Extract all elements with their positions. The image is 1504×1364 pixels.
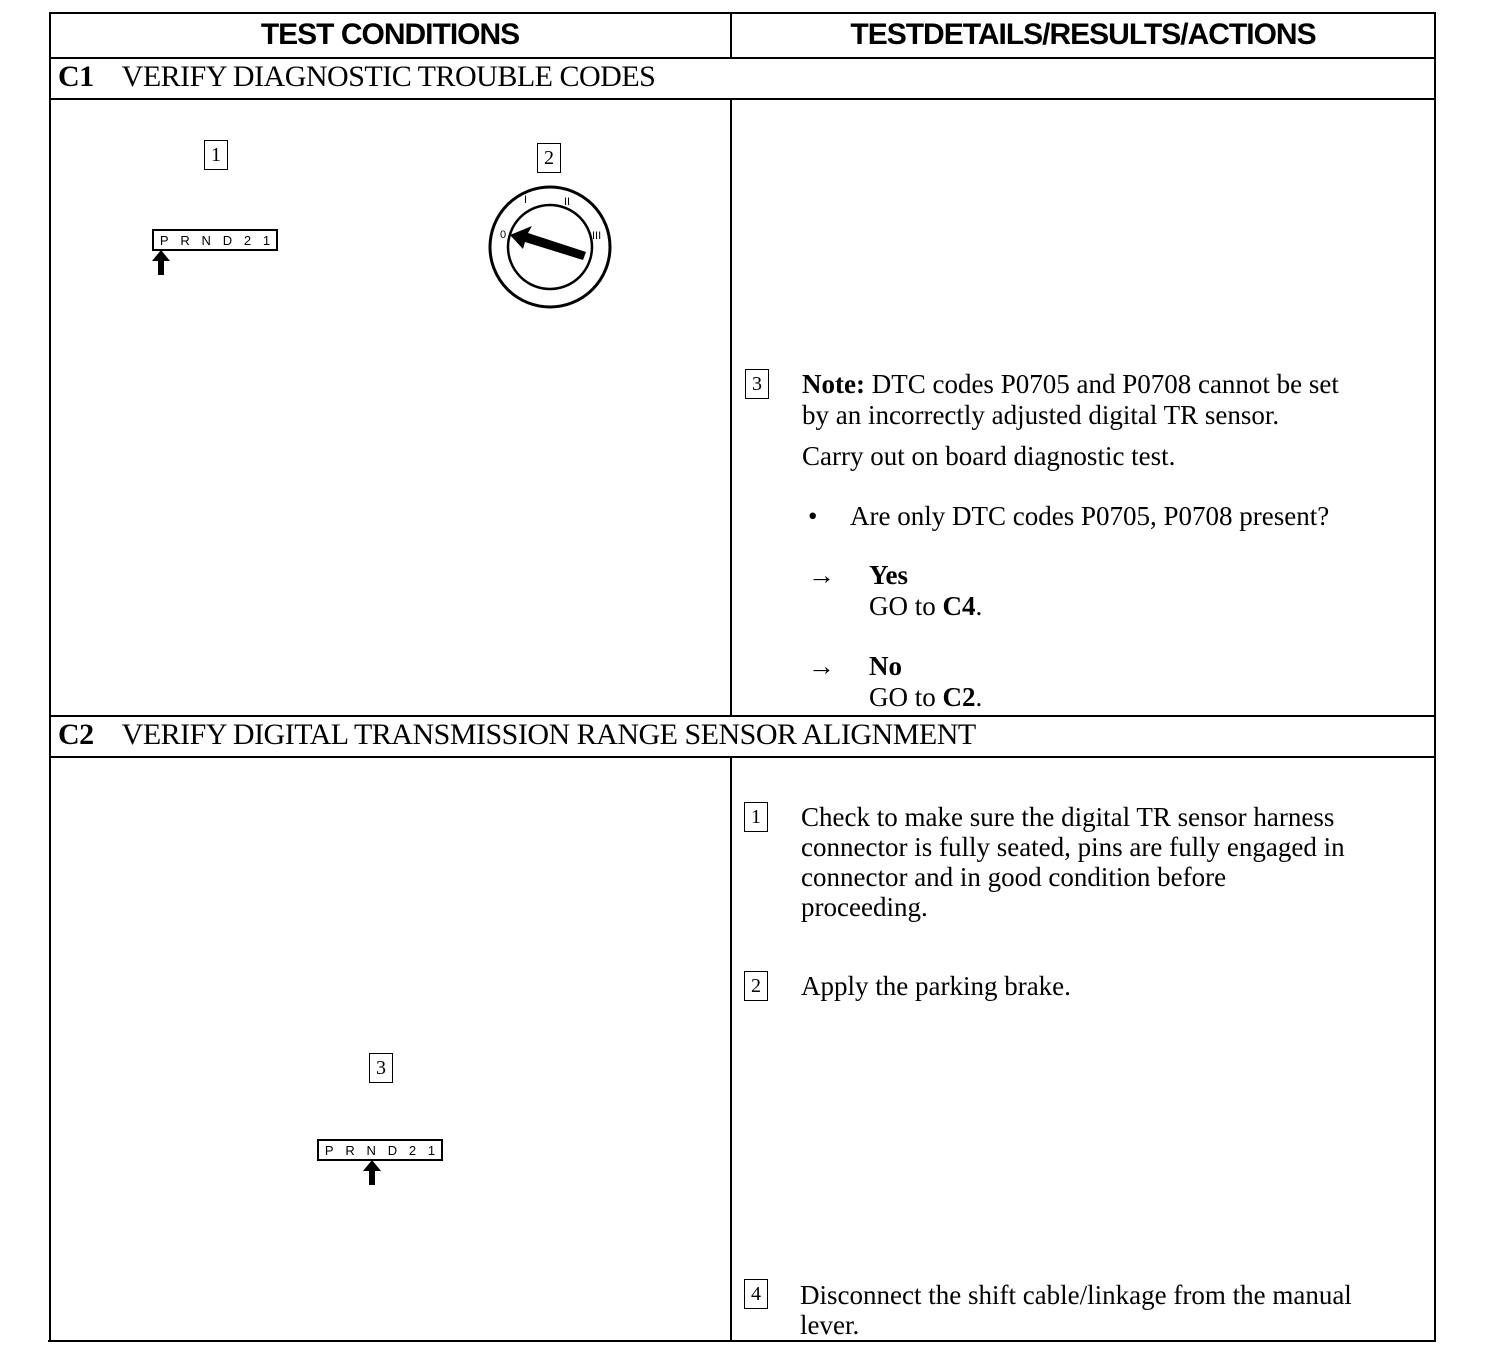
gear-letter: 1 [427, 1142, 436, 1158]
ignition-switch-icon [486, 183, 614, 311]
ignition-mark-2: II [564, 196, 571, 208]
step-number-box: 3 [745, 369, 769, 399]
gear-letter: 2 [408, 1142, 417, 1158]
arrow-right-icon: → [808, 651, 835, 681]
gear-letter: P [159, 232, 169, 248]
section-title-text-c2: VERIFY DIGITAL TRANSMISSION RANGE SENSOR ALIGNMENT [121, 718, 976, 751]
gear-letter: D [387, 1142, 398, 1158]
instruction-text: Carry out on board diagnostic test. [802, 441, 1176, 471]
gear-letter: R [345, 1142, 355, 1158]
table-top-border [50, 12, 1436, 14]
goto-end: . [975, 682, 983, 712]
pointer-arrow-icon [363, 1160, 381, 1186]
section-id-c2: C2 [58, 718, 94, 751]
column-divider-c1 [730, 98, 732, 716]
c2-title-bottom-border [50, 756, 1436, 758]
gear-letter: P [324, 1142, 334, 1158]
answer-yes-label: Yes [869, 560, 908, 590]
note-line-2: by an incorrectly adjusted digital TR sensor. [802, 400, 1280, 430]
figure-label-2: 2 [537, 143, 561, 173]
goto-target-c2: C2 [942, 682, 976, 712]
bullet-icon: • [808, 501, 818, 531]
gear-letter: R [180, 232, 190, 248]
goto-text: GO to [869, 591, 936, 621]
table-left-border [49, 12, 51, 1342]
section-title-c1 [58, 60, 655, 94]
gear-letter: N [366, 1142, 376, 1158]
step-2-line-1: Apply the parking brake. [801, 971, 1071, 1001]
gear-selector-indicator-c1 [152, 229, 278, 251]
gear-letter: 2 [243, 232, 252, 248]
goto-end: . [975, 591, 983, 621]
section-title-text-c1: VERIFY DIAGNOSTIC TROUBLE CODES [121, 60, 656, 93]
step-number-box: 2 [744, 971, 768, 1001]
arrow-right-icon: → [808, 560, 835, 590]
note-text-1: DTC codes P0705 and P0708 cannot be set [871, 369, 1339, 399]
goto-target-c4: C4 [942, 591, 976, 621]
note-line-1 [802, 369, 1339, 399]
step-1-line-4: proceeding. [801, 892, 928, 922]
answer-no-goto [869, 682, 982, 712]
step-4-line-2: lever. [800, 1310, 860, 1340]
section-id-c1: C1 [58, 60, 94, 93]
gear-letter: D [222, 232, 233, 248]
gear-letter: N [201, 232, 211, 248]
step-number-box: 4 [744, 1279, 768, 1309]
header-bottom-border [50, 57, 1436, 59]
header-test-conditions: TEST CONDITIONS [260, 18, 520, 51]
table-bottom-border [48, 1340, 1436, 1342]
ignition-mark-1: I [524, 194, 528, 206]
column-divider-c2 [730, 756, 732, 1342]
table-right-border [1434, 12, 1436, 1342]
section-title-c2 [58, 718, 976, 752]
step-4-line-1: Disconnect the shift cable/linkage from the manual [800, 1280, 1352, 1310]
step-1-line-2: connector is fully seated, pins are fully engaged in [801, 832, 1345, 862]
step-number-box: 1 [744, 802, 768, 832]
c2-title-top-border [50, 715, 1436, 717]
ignition-mark-3: III [592, 230, 602, 242]
note-label: Note: [802, 369, 865, 399]
c1-title-bottom-border [50, 98, 1436, 100]
answer-yes-goto [869, 591, 982, 621]
header-test-details: TESTDETAILS/RESULTS/ACTIONS [850, 18, 1316, 51]
figure-label-3: 3 [369, 1053, 393, 1083]
figure-label-1: 1 [204, 140, 228, 170]
gear-selector-indicator-c2 [317, 1139, 443, 1161]
answer-no-label: No [869, 651, 902, 681]
goto-text: GO to [869, 682, 936, 712]
gear-letter: 1 [262, 232, 271, 248]
ignition-mark-0: 0 [500, 229, 507, 241]
question-text: Are only DTC codes P0705, P0708 present? [850, 501, 1330, 531]
step-1-line-3: connector and in good condition before [801, 862, 1227, 892]
step-1-line-1: Check to make sure the digital TR sensor harness [801, 802, 1335, 832]
pointer-arrow-icon [152, 250, 170, 276]
